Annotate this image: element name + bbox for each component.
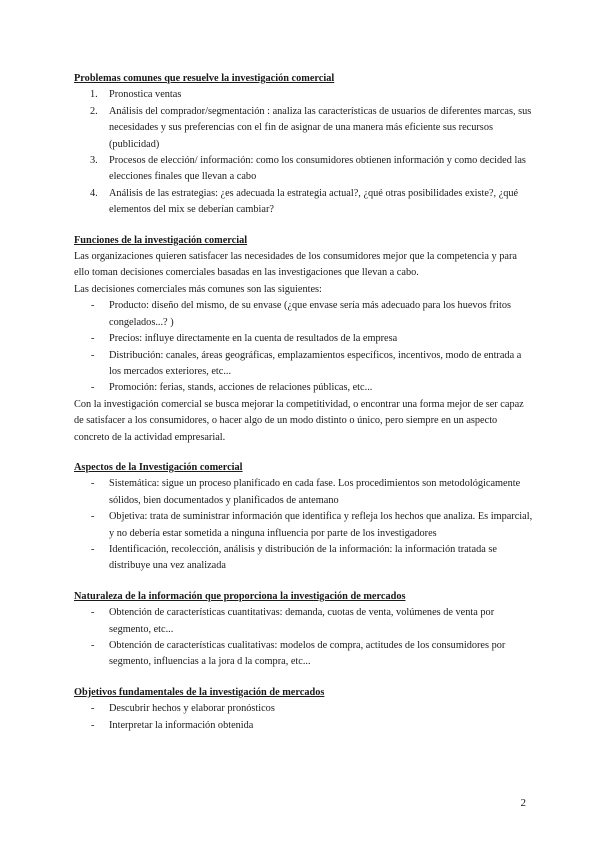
list-item: - Descubrir hechos y elaborar pronósticos [91,703,275,715]
paragraph: Las organizaciones quieren satisfacer las necesidades de los consumidores mejor que la competencia y para ello toman decisiones comerciales basadas en las investigaciones que llevan a cabo. [74,251,517,279]
dash-list [74,298,534,396]
section-heading: Problemas comunes que resuelve la investigación comercial [74,73,335,84]
list-item: 3. Procesos de elección/ información: como los consumidores obtienen información y como decided las elecciones finales que llevan a cabo [90,155,526,183]
section-aspectos [74,460,534,575]
dash-list [74,476,534,574]
list-item: 2. Análisis del comprador/segmentación : analiza las características de usuarios de diferentes marcas, sus necesidades y sus preferencias con el fin de asignar de una manera más eficiente sus recursos (publicidad) [90,105,532,150]
list-item: - Precios: influye directamente en la cuenta de resultados de la empresa [91,333,398,345]
list-item: - Distribución: canales, áreas geográficas, emplazamientos específicos, incentivos, modo de entrada a los mercados exteriores, etc... [91,349,522,377]
list-item: 1. Pronostica ventas [90,89,182,101]
paragraph: Con la investigación comercial se busca mejorar la competitividad, o encontrar una forma mejor de ser capaz de satisfacer a los consumidores, o hacer algo de un modo distinto o único, pero siempre en un aspecto concreto de la actividad empresarial. [74,398,524,443]
list-item: - Obtención de características cuantitativas: demanda, cuotas de venta, volúmenes de venta por segmento, etc... [91,607,495,635]
section-funciones [74,233,534,446]
section-naturaleza [74,589,534,671]
list-item: - Promoción: ferias, stands, acciones de relaciones públicas, etc... [91,382,373,394]
list-item: - Interpretar la información obtenida [91,719,254,731]
section-heading: Objetivos fundamentales de la investigación de mercados [74,686,325,698]
numbered-list [74,87,534,218]
list-item: - Identificación, recolección, análisis y distribución de la información: la información tratada se distribuye una vez analizada [91,543,497,572]
section-objetivos [74,685,534,734]
dash-list [74,701,534,734]
list-item: - Obtención de características cualitativas: modelos de compra, actitudes de los consumidores por segmento, influencias a la jora d la compra, etc... [91,640,506,668]
dash-list [74,605,534,671]
list-item: 4. Análisis de las estrategias: ¿es adecuada la estrategia actual?, ¿qué otras posibilidades existe?, ¿qué elementos del mix se deberían cambiar? [90,187,519,216]
list-item: - Producto: diseño del mismo, de su envase (¿que envase sería más adecuado para los huevos fritos congelados...? ) [91,300,512,328]
section-heading: Naturaleza de la información que proporciona la investigación de mercados [74,590,406,602]
list-item: - Objetiva: trata de suministrar información que identifica y refleja los hechos que analiza. Es imparcial, y no debería estar sometida a ninguna influencia por parte de los investigadores [91,511,533,539]
section-heading: Aspectos de la Investigación comercial [74,461,243,473]
paragraph: Las decisiones comerciales más comunes son las siguientes: [74,283,322,295]
section-heading: Funciones de la investigación comercial [74,234,248,246]
list-item: - Sistemática: sigue un proceso planificado en cada fase. Los procedimientos son metodológicamente sólidos, bien documentados y planificados de antemano [91,478,521,506]
section-problemas [74,71,534,219]
document-page [74,71,534,748]
page-number: 2 [520,797,526,809]
